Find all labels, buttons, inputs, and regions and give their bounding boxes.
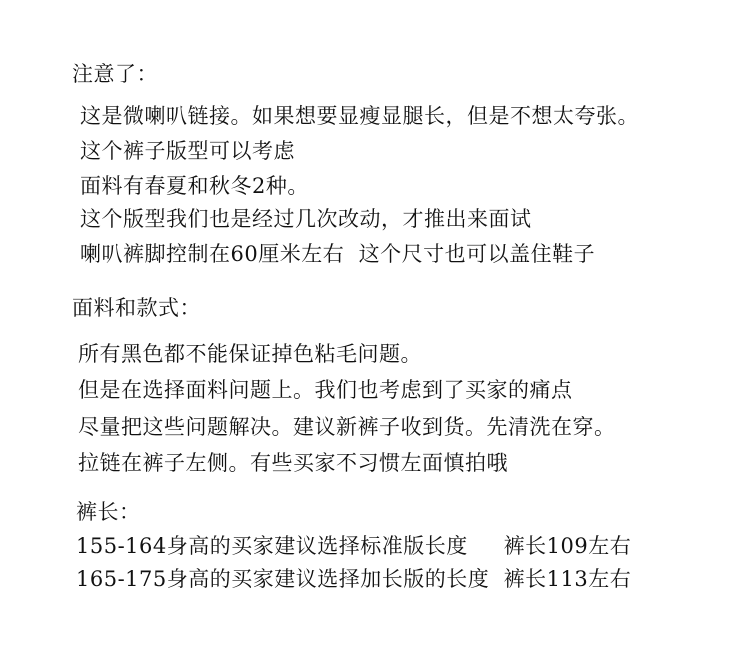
notice-line-4: 这个版型我们也是经过几次改动，才推出来面试 — [80, 207, 532, 231]
fabric-line-1: 所有黑色都不能保证掉色粘毛问题。 — [78, 342, 422, 366]
notice-line-2: 这个裤子版型可以考虑 — [80, 139, 295, 163]
notice-line-5: 喇叭裤脚控制在60厘米左右 这个尺寸也可以盖住鞋子 — [80, 242, 596, 266]
fabric-line-3: 尽量把这些问题解决。建议新裤子收到货。先清洗在穿。 — [78, 415, 616, 439]
pant-length-standard: 155-164身高的买家建议选择标准版长度 裤长109左右 — [76, 534, 632, 558]
pant-length-title: 裤长： — [76, 500, 141, 524]
notice-line-1: 这是微喇叭链接。如果想要显瘦显腿长，但是不想太夸张。 — [80, 104, 639, 128]
notice-title: 注意了： — [72, 62, 158, 86]
notice-line-3: 面料有春夏和秋冬2种。 — [80, 174, 309, 198]
fabric-line-2: 但是在选择面料问题上。我们也考虑到了买家的痛点 — [78, 378, 573, 402]
fabric-line-4: 拉链在裤子左侧。有些买家不习惯左面慎拍哦 — [78, 451, 508, 475]
fabric-style-title: 面料和款式： — [72, 296, 201, 320]
pant-length-extended: 165-175身高的买家建议选择加长版的长度 裤长113左右 — [76, 567, 632, 591]
